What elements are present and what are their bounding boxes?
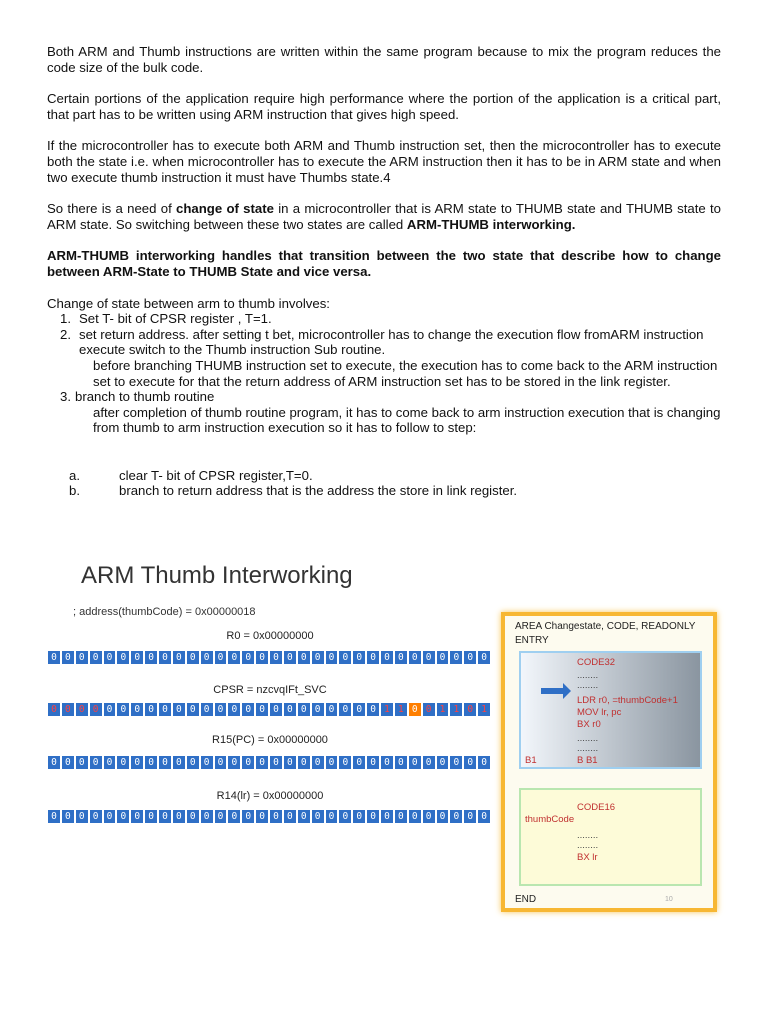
- sub-label: b.: [69, 483, 80, 499]
- register-bit: 0: [255, 755, 269, 770]
- dots-line: ........: [577, 733, 599, 744]
- register-bit: 0: [227, 809, 241, 824]
- register-bit: 0: [408, 755, 422, 770]
- dots-line: ........: [577, 680, 599, 691]
- register-bit: 0: [186, 650, 200, 665]
- register-bit: 1: [394, 702, 408, 717]
- register-bit: 0: [366, 702, 380, 717]
- register-bit: 0: [214, 650, 228, 665]
- register-bit: 0: [116, 809, 130, 824]
- register-bit: 0: [297, 650, 311, 665]
- dots-line: ........: [577, 840, 599, 851]
- register-bit: 0: [325, 809, 339, 824]
- register-bit: 0: [116, 650, 130, 665]
- register-bit: 0: [463, 702, 477, 717]
- list-subtext: before branching THUMB instruction set to execute, the execution has to come back to the ARM instruction set to execute for that the return address of ARM instruction set has to be stored in the link register.: [93, 357, 718, 389]
- register-bit: 0: [172, 650, 186, 665]
- register-bit: 0: [338, 809, 352, 824]
- register-bit: 0: [366, 809, 380, 824]
- register-bit: 0: [338, 650, 352, 665]
- register-bit: 0: [408, 650, 422, 665]
- paragraph-5: ARM-THUMB interworking handles that transition between the two state that describe how to change between ARM-State to THUMB State and vice versa.: [47, 248, 721, 279]
- pc-label: R15(PC) = 0x00000000: [212, 734, 328, 746]
- register-bit: 0: [463, 755, 477, 770]
- register-bit: 0: [394, 755, 408, 770]
- arrow-right-icon: [541, 688, 563, 694]
- register-bit: 0: [186, 702, 200, 717]
- lr-label: R14(lr) = 0x00000000: [216, 790, 324, 802]
- register-bit: 0: [477, 650, 491, 665]
- thumb-code-block: [519, 788, 702, 886]
- register-bit: 0: [269, 755, 283, 770]
- register-bit: 0: [422, 755, 436, 770]
- register-bit: 0: [47, 809, 61, 824]
- sub-item-b: [47, 483, 721, 499]
- register-bit: 0: [352, 809, 366, 824]
- slide-title: ARM Thumb Interworking: [81, 562, 353, 589]
- register-bit: 0: [297, 755, 311, 770]
- register-bit: 0: [352, 650, 366, 665]
- register-bit: 0: [130, 702, 144, 717]
- register-bit: 0: [172, 702, 186, 717]
- arm-code-block: [519, 651, 702, 769]
- register-bit: 0: [325, 755, 339, 770]
- register-bit: 0: [227, 755, 241, 770]
- register-bit: 0: [89, 650, 103, 665]
- register-bit: 0: [269, 650, 283, 665]
- register-bit: 0: [158, 650, 172, 665]
- list-text: set return address. after setting t bet, microcontroller has to change the execution flow fromARM instruction execute switch to the Thumb instruction Sub routine.: [79, 326, 704, 358]
- register-bit: 0: [311, 809, 325, 824]
- register-bit: 0: [130, 650, 144, 665]
- register-bit: 0: [255, 809, 269, 824]
- dots-line: ........: [577, 743, 599, 754]
- sub-label: a.: [69, 467, 80, 483]
- register-bit: 0: [297, 809, 311, 824]
- paragraph-4: [47, 201, 721, 232]
- sub-text: branch to return address that is the address the store in link register.: [119, 483, 518, 499]
- bx-line: BX r0: [577, 719, 601, 730]
- register-bit: 0: [200, 702, 214, 717]
- register-bit: 1: [380, 702, 394, 717]
- register-bit: 0: [186, 809, 200, 824]
- register-bit: 0: [352, 755, 366, 770]
- register-bit: 0: [283, 702, 297, 717]
- register-bit: 0: [449, 650, 463, 665]
- register-bit: 0: [463, 809, 477, 824]
- thumbcode-label: thumbCode: [525, 814, 575, 825]
- p4-text-b: in a microcontroller that is ARM state to THUMB state and THUMB state to ARM state. So switching between these two states are called: [47, 201, 721, 232]
- r0-label: R0 = 0x00000000: [226, 630, 314, 642]
- slide-image: [45, 556, 725, 916]
- register-bit: 0: [449, 809, 463, 824]
- code32-line: CODE32: [577, 657, 616, 668]
- register-bit: 0: [89, 755, 103, 770]
- register-bit: 0: [214, 702, 228, 717]
- register-bit: 0: [394, 650, 408, 665]
- register-bit: 0: [89, 809, 103, 824]
- register-bit: 0: [214, 755, 228, 770]
- register-bit: 0: [408, 702, 422, 717]
- register-bit: 0: [75, 702, 89, 717]
- register-bit: 0: [61, 755, 75, 770]
- register-bit: 0: [477, 755, 491, 770]
- ldr-line: LDR r0, =thumbCode+1: [577, 695, 678, 706]
- register-bit: 0: [255, 702, 269, 717]
- register-bit: 0: [436, 809, 450, 824]
- register-bit: 0: [422, 650, 436, 665]
- register-bit: 0: [311, 650, 325, 665]
- register-bit: 0: [477, 809, 491, 824]
- paragraph-3: If the microcontroller has to execute both ARM and Thumb instruction set, then the microcontroller has to execute both the state i.e. when microcontroller has to execute the ARM instruction then it has to be in ARM state and when two execute thumb instruction it must have Thumbs state.4: [47, 138, 721, 185]
- register-bit: 0: [283, 650, 297, 665]
- register-bit: 0: [241, 702, 255, 717]
- register-bit: 0: [103, 650, 117, 665]
- list-item: [47, 327, 721, 358]
- b1-label: B1: [525, 755, 537, 766]
- register-bit: 0: [325, 702, 339, 717]
- register-bit: 0: [227, 650, 241, 665]
- register-bit: 0: [449, 755, 463, 770]
- register-bit: 0: [47, 650, 61, 665]
- register-bit: 0: [436, 650, 450, 665]
- register-bit: 0: [394, 809, 408, 824]
- register-bit: 0: [200, 809, 214, 824]
- register-bit: 0: [186, 755, 200, 770]
- list-item: [47, 311, 721, 327]
- register-bit: 0: [366, 755, 380, 770]
- register-bit: 0: [144, 650, 158, 665]
- register-bit: 0: [89, 702, 103, 717]
- register-bit: 0: [241, 650, 255, 665]
- register-bit: 0: [130, 755, 144, 770]
- register-bit: 0: [172, 809, 186, 824]
- register-bit: 0: [47, 755, 61, 770]
- register-bit: 0: [200, 755, 214, 770]
- lr-bits: [47, 809, 491, 824]
- register-bit: 0: [61, 702, 75, 717]
- register-bit: 0: [269, 702, 283, 717]
- register-bit: 0: [422, 702, 436, 717]
- register-bit: 0: [200, 650, 214, 665]
- code-entry-line: ENTRY: [515, 635, 549, 646]
- register-bit: 0: [47, 702, 61, 717]
- register-bit: 0: [352, 702, 366, 717]
- dots-line: ........: [577, 670, 599, 681]
- register-bit: 0: [366, 650, 380, 665]
- register-bit: 0: [103, 809, 117, 824]
- register-bit: 0: [144, 702, 158, 717]
- register-bit: 0: [61, 650, 75, 665]
- list-text: Set T- bit of CPSR register , T=1.: [79, 311, 272, 327]
- register-bit: 0: [338, 702, 352, 717]
- paragraph-2: Certain portions of the application require high performance where the portion of the application is a critical part, that part has to be written using ARM instruction that gives high speed.: [47, 91, 721, 122]
- register-bit: 0: [172, 755, 186, 770]
- register-bit: 0: [75, 755, 89, 770]
- pc-bits: [47, 755, 491, 770]
- cpsr-label: CPSR = nzcvqIFt_SVC: [213, 684, 327, 696]
- sub-text: clear T- bit of CPSR register,T=0.: [119, 467, 313, 483]
- register-bit: 0: [241, 809, 255, 824]
- register-bit: 1: [449, 702, 463, 717]
- register-bit: 0: [61, 809, 75, 824]
- register-bit: 0: [311, 755, 325, 770]
- register-bit: 0: [338, 755, 352, 770]
- register-bit: 0: [380, 650, 394, 665]
- slide-number: 10: [665, 896, 673, 903]
- register-bit: 1: [477, 702, 491, 717]
- register-bit: 0: [158, 702, 172, 717]
- register-bit: 0: [130, 809, 144, 824]
- code-end-line: END: [515, 894, 537, 905]
- sub-item-a: [47, 468, 721, 484]
- register-bit: 1: [436, 702, 450, 717]
- register-bit: 0: [241, 755, 255, 770]
- code-listing: [501, 612, 717, 912]
- register-bit: 0: [380, 809, 394, 824]
- list-number: 3.: [60, 389, 71, 405]
- list-item: [47, 389, 721, 405]
- register-bit: 0: [116, 702, 130, 717]
- register-bit: 0: [408, 809, 422, 824]
- register-bit: 0: [75, 809, 89, 824]
- register-bit: 0: [283, 809, 297, 824]
- code-area-line: AREA Changestate, CODE, READONLY: [515, 621, 696, 632]
- list-text: branch to thumb routine: [75, 389, 215, 405]
- r0-bits: [47, 650, 491, 665]
- bxlr-line: BX lr: [577, 852, 598, 863]
- register-bit: 0: [144, 809, 158, 824]
- register-bit: 0: [116, 755, 130, 770]
- mov-line: MOV lr, pc: [577, 707, 622, 718]
- register-bit: 0: [214, 809, 228, 824]
- list-subtext: after completion of thumb routine program, it has to come back to arm instruction execution that is changing from thumb to arm instruction execution so it has to follow to step:: [93, 404, 721, 436]
- p4-text-a: So there is a need of: [47, 201, 177, 217]
- register-bit: 0: [75, 650, 89, 665]
- register-bit: 0: [311, 702, 325, 717]
- list-number: 1.: [60, 311, 71, 327]
- paragraph-1: Both ARM and Thumb instructions are written within the same program because to mix the program reduces the code size of the bulk code.: [47, 44, 721, 75]
- register-bit: 0: [422, 809, 436, 824]
- register-bit: 0: [269, 809, 283, 824]
- register-bit: 0: [227, 702, 241, 717]
- register-bit: 0: [103, 702, 117, 717]
- register-bit: 0: [297, 702, 311, 717]
- register-bit: 0: [158, 809, 172, 824]
- address-comment: ; address(thumbCode) = 0x00000018: [73, 606, 256, 618]
- list-number: 2.: [60, 326, 71, 342]
- p4-bold-b: ARM-THUMB interworking.: [406, 216, 576, 232]
- bb1-line: B B1: [577, 755, 598, 766]
- cpsr-bits: [47, 702, 491, 717]
- register-bit: 0: [103, 755, 117, 770]
- paragraph-6: Change of state between arm to thumb involves:: [47, 295, 330, 311]
- register-bit: 0: [144, 755, 158, 770]
- dots-line: ........: [577, 830, 599, 841]
- register-bit: 0: [283, 755, 297, 770]
- register-bit: 0: [380, 755, 394, 770]
- code16-line: CODE16: [577, 802, 616, 813]
- register-bit: 0: [158, 755, 172, 770]
- p4-bold-a: change of state: [176, 201, 274, 217]
- register-bit: 0: [325, 650, 339, 665]
- steps-list: [47, 311, 721, 499]
- document-body: [47, 44, 721, 499]
- register-bit: 0: [255, 650, 269, 665]
- register-bit: 0: [463, 650, 477, 665]
- register-bit: 0: [436, 755, 450, 770]
